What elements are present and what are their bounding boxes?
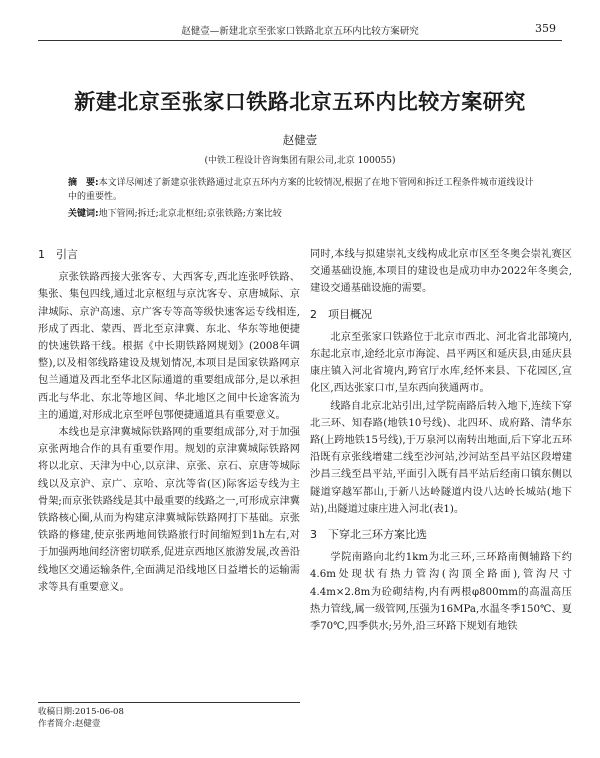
- author-name: 赵健壹: [282, 133, 318, 147]
- abstract-label: 摘 要:: [68, 178, 99, 188]
- footnote: [38, 702, 300, 730]
- article-title: 新建北京至张家口铁路北京五环内比较方案研究: [74, 90, 526, 114]
- author-affiliation: (中铁工程设计咨询集团有限公司,北京 100055): [204, 156, 396, 166]
- paragraph: 学院南路向北约1km为北三环,三环路南侧辅路下约4.6m处现状有热力管沟(沟顶全路面),管沟尺寸4.4m×2.8m为砼砌结构,内有两根φ800mm的高温高压热力管线,属一级管网,压强为16MPa,水温冬季150℃、夏季70℃,四季供水;另外,沿三环路下规划有地铁: [310, 552, 572, 633]
- received-date: 收稿日期:2015-06-08: [38, 707, 124, 717]
- section-heading-overview: 2 项目概况: [310, 307, 372, 321]
- paragraph: 京张铁路西接大张客专、大西客专,西北连张呼铁路、集张、集包四线,通过北京枢纽与京沈客专、京唐城际、京津城际、京沪高速、京广客专等高等级快速客运专线相连,形成了西北、蒙西、晋北至京津冀、东北、华东等地便捷的快速铁路干线。根据《中长期铁路网规划》(2008年调整),以及相邻线路建设及规划情况,本项目是国家铁路网京包兰通道及西北至华北区际通道的重要组成部分,是以承担西北与华北、东北等地区间、华北地区之间中长途客流为主的通道,对形成北京至呼包鄂便捷通道具有重要意义。: [38, 272, 300, 421]
- keywords: [68, 208, 538, 222]
- paragraph: 北京至张家口铁路位于北京市西北、河北省北部境内,东起北京市,途经北京市海淀、昌平两区和延庆县,由延庆县康庄镇入河北省境内,跨官厅水库,经怀来县、下花园区,宣化区,西达张家口市,呈东西向狭通两市。: [310, 331, 572, 395]
- page-number: 359: [535, 22, 556, 35]
- paragraph: 同时,本线与拟建崇礼支线构成北京市区至冬奥会崇礼赛区交通基础设施,本项目的建设也是成功申办2022年冬奥会,建设交通基础设施的需要。: [310, 249, 572, 295]
- author-bio: 作者简介:赵健壹: [38, 719, 101, 729]
- running-header: [38, 20, 562, 41]
- paragraph: 本线也是京津冀城际铁路网的重要组成部分,对于加强京张两地合作的具有重要作用。规划的京津冀城际铁路网将以北京、天津为中心,以京津、京张、京石、京唐等城际线以及京沪、京广、京哈、京沈等省(区)际客运专线为主骨架;而京张铁路线是其中最重要的线路之一,可形成京津冀铁路核心圈,从而为构建京津冀城际铁路网打下基础。京张铁路的修建,使京张两地间铁路旅行时间缩短到1h左右,对于加强两地间经济密切联系,促进京西地区旅游发展,改善沿线地区交通运输条件,全面满足沿线地区日益增长的运输需求等具有重要意义。: [38, 427, 300, 593]
- keywords-text: 地下管网;拆迁;北京北枢纽;京张铁路;方案比较: [98, 209, 282, 219]
- running-title: 赵健壹—新建北京至张家口铁路北京五环内比较方案研究: [181, 26, 419, 37]
- abstract: [68, 177, 538, 204]
- keywords-label: 关键词:: [68, 209, 99, 219]
- left-column: [38, 246, 300, 596]
- paragraph: 线路自北京北站引出,过学院南路后转入地下,连续下穿北三环、知春路(地铁10号线)、北四环、成府路、清华东路(上跨地铁15号线),于万泉河以南转出地面,后下穿北五环沿既有京张线增建二线至沙河站,沙河站至昌平站区段增建沙昌三线至昌平站,平面引入既有昌平站后经南口镇东侧以隧道穿越军都山,于新八达岭隧道内设八达岭长城站(地下站),出隧道过康庄进入河北(表1)。: [310, 400, 572, 515]
- section-heading-introduction: 1 引言: [38, 248, 78, 261]
- section-heading-third-ring: 3 下穿北三环方案比选: [310, 528, 427, 542]
- abstract-text: 本文详尽阐述了新建京张铁路通过北京五环内方案的比较情况,根据了在地下管网和拆迁工程条件城市道线设计中的重要性。: [68, 178, 534, 202]
- right-column: [310, 246, 572, 635]
